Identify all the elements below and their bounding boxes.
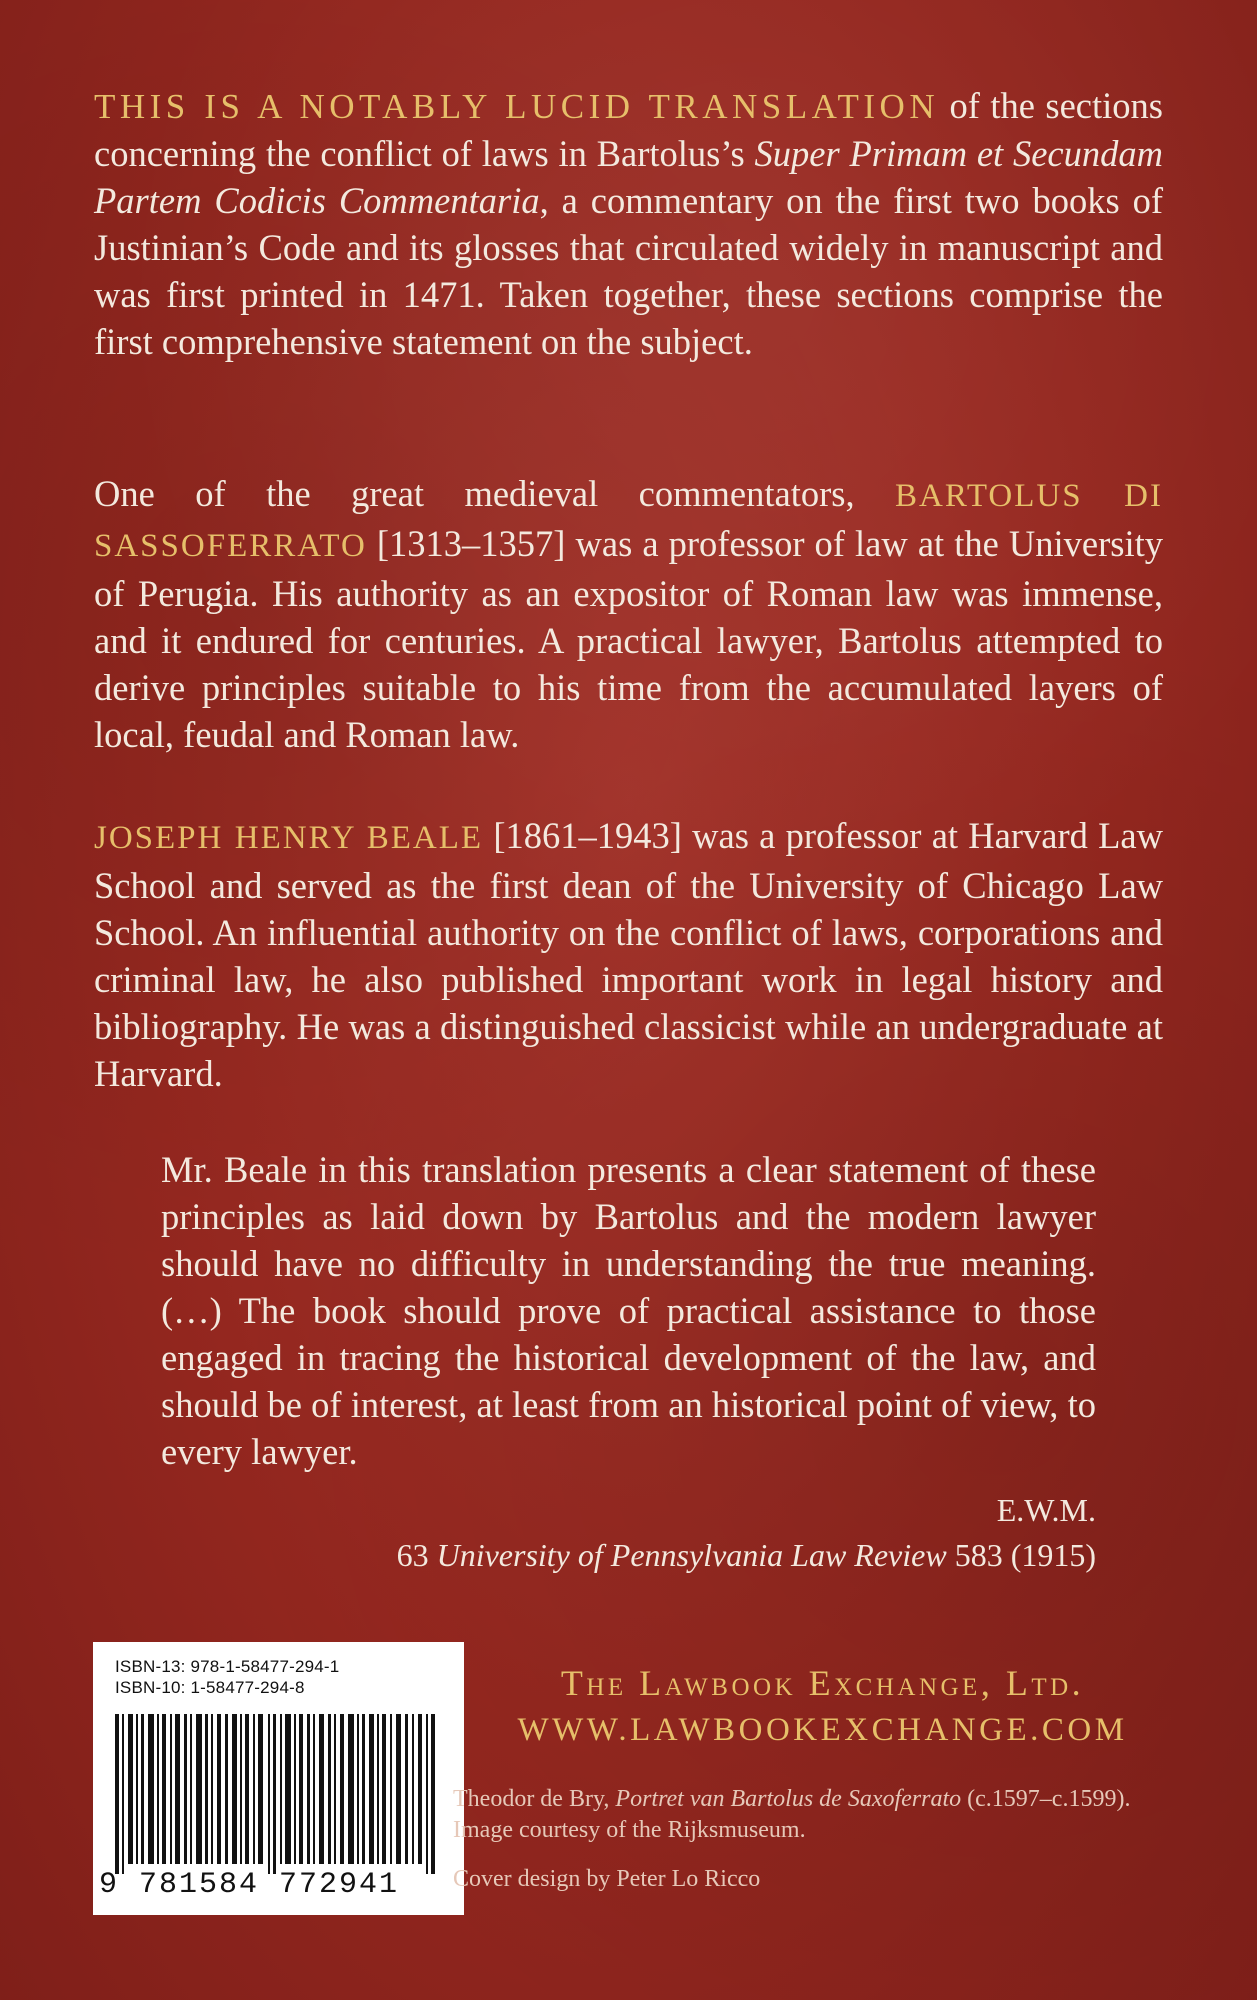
- image-title: Portret van Bartolus de Saxoferrato: [615, 1786, 962, 1812]
- barcode-bars: [115, 1714, 445, 1874]
- publisher-url[interactable]: WWW.LAWBOOKEXCHANGE.COM: [517, 1712, 1128, 1748]
- beale-bio-paragraph: [94, 812, 1163, 1097]
- bio-text: [1313–1357] was a professor of law at the University of Perugia. His authority as an expositor of Roman law was immense, and it endured for centuries. A practical lawyer, Bartolus attempted to derive principles suitable to his time from the accumulated layers of local, feudal and Roman law.: [94, 523, 1163, 755]
- lead-phrase: THIS IS A NOTABLY LUCID TRANSLATION: [94, 87, 940, 126]
- work-title: Super Primam et Secundam Partem Codicis Commentaria: [94, 133, 1163, 221]
- description-text: of the sections concerning the conflict of laws in Bartolus’s: [94, 85, 1163, 174]
- barcode-digits: 9 781584 772941: [99, 1868, 400, 1902]
- design-credit: Cover design by Peter Lo Ricco: [453, 1866, 761, 1892]
- bio-text: [1861–1943] was a professor at Harvard Law School and served as the first dean of the University of Chicago Law School. An influential authority on the conflict of laws, corporations and criminal law, he also published important work in legal history and bibliography. He was a distinguished classicist while an undergraduate at Harvard.: [94, 815, 1163, 1094]
- isbn-10: ISBN-10: 1-58477-294-8: [115, 1678, 305, 1697]
- description-text-continued: , a commentary on the first two books of Justinian’s Code and its glosses that circulated widely in manuscript and was first printed in 1471. Taken together, these sections comprise the first comprehensive statement on the subject.: [94, 180, 1163, 362]
- author-name: BARTOLUS DI SASSOFERRATO: [94, 478, 1163, 564]
- quote-source: 63 University of Pennsylvania Law Review 583 (1915): [396, 1537, 1096, 1573]
- image-credit: Theodor de Bry, Portret van Bartolus de Saxoferrato (c.1597–c.1599). Image courtesy of the Rijksmuseum.: [453, 1786, 1131, 1843]
- description-paragraph: [94, 82, 1163, 365]
- bartolus-bio-paragraph: [94, 470, 1163, 758]
- quote-attribution: [397, 1488, 1096, 1578]
- isbn-13: ISBN-13: 978-1-58477-294-1: [115, 1657, 340, 1676]
- review-quote: [161, 1146, 1096, 1475]
- journal-title: University of Pennsylvania Law Review: [436, 1537, 947, 1573]
- quote-text: Mr. Beale in this translation presents a clear statement of these principles as laid down by Bartolus and the modern lawyer should have no difficulty in understanding the true meaning. (…) The book should prove of practical assistance to those engaged in tracing the historical development of the law, and should be of interest, at least from an historical point of view, to every lawyer.: [161, 1149, 1096, 1472]
- barcode-panel: [93, 1642, 464, 1915]
- publisher-name: The Lawbook Exchange, Ltd.: [560, 1663, 1085, 1703]
- translator-name: JOSEPH HENRY BEALE: [94, 820, 484, 856]
- bio-intro: One of the great medieval commentators,: [94, 473, 895, 514]
- quote-author: E.W.M.: [996, 1492, 1096, 1528]
